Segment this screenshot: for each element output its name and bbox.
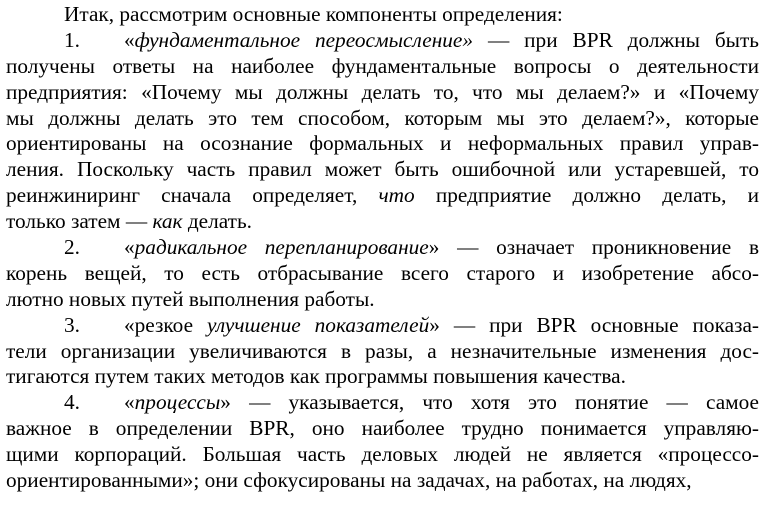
list-item [6, 390, 759, 494]
text-line: только затем — как делать. [6, 209, 253, 234]
list-item [6, 235, 759, 313]
text-line: предприятия: «Почему мы должны делать то, что мы делаем?» и «Почему [6, 79, 759, 104]
item-number: 3. [64, 312, 80, 337]
italic-term: радикальное перепланирование [134, 235, 429, 260]
text-line: тигаются путем таких методов как программы повышения качества. [6, 364, 626, 389]
text-line: 3. «резкое улучшение показателей» — при BPR основные показа- [6, 313, 759, 339]
text-line: 1. «фундаментальное переосмысление» — при BPR должны быть [6, 28, 759, 54]
text-line: ориентированными»; они сфокусированы на задачах, на работах, на людях, [6, 468, 692, 493]
document-body [6, 2, 759, 494]
italic-term: как [152, 209, 183, 234]
text-line: щими корпораций. Большая часть деловых людей не является «процессо- [6, 442, 759, 467]
text-line: лютно новых путей выполнения работы. [6, 286, 375, 311]
italic-term: процессы [134, 390, 221, 415]
components-list [6, 28, 759, 494]
text-line: 4. «процессы» — указывается, что хотя это понятие — самое [6, 390, 759, 416]
text-line: важное в определении BPR, оно наиболее трудно понимается управляю- [6, 416, 759, 441]
text-line: мы должны делать это тем способом, которым мы это делаем?», которые [6, 105, 759, 130]
list-item [6, 28, 759, 235]
text-line: реинжиниринг сначала определяет, что предприятие должно делать, и [6, 183, 759, 208]
italic-term: что [378, 183, 415, 208]
intro-line: Итак, рассмотрим основные компоненты определения: [64, 2, 563, 26]
italic-term: фундаментальное переосмысление» [134, 27, 474, 52]
item-number: 1. [64, 27, 80, 52]
text-line: тели организации увеличиваются в разы, а незначительные изменения дос- [6, 338, 759, 363]
text-line: получены ответы на наиболее фундаментальные вопросы о деятельности [6, 53, 759, 78]
text-line: корень вещей, то есть отбрасывание всего старого и изобретение абсо- [6, 260, 759, 285]
italic-term: улучшение показателей [207, 312, 430, 337]
text-line: ления. Поскольку часть правил может быть ошибочной или устаревшей, то [6, 157, 759, 182]
text-line: 2. «радикальное перепланирование» — означает проникновение в [6, 235, 759, 261]
item-number: 4. [64, 390, 80, 415]
list-item [6, 313, 759, 391]
text-line: ориентированы на осознание формальных и неформальных правил управ- [6, 131, 759, 156]
item-number: 2. [64, 235, 80, 260]
